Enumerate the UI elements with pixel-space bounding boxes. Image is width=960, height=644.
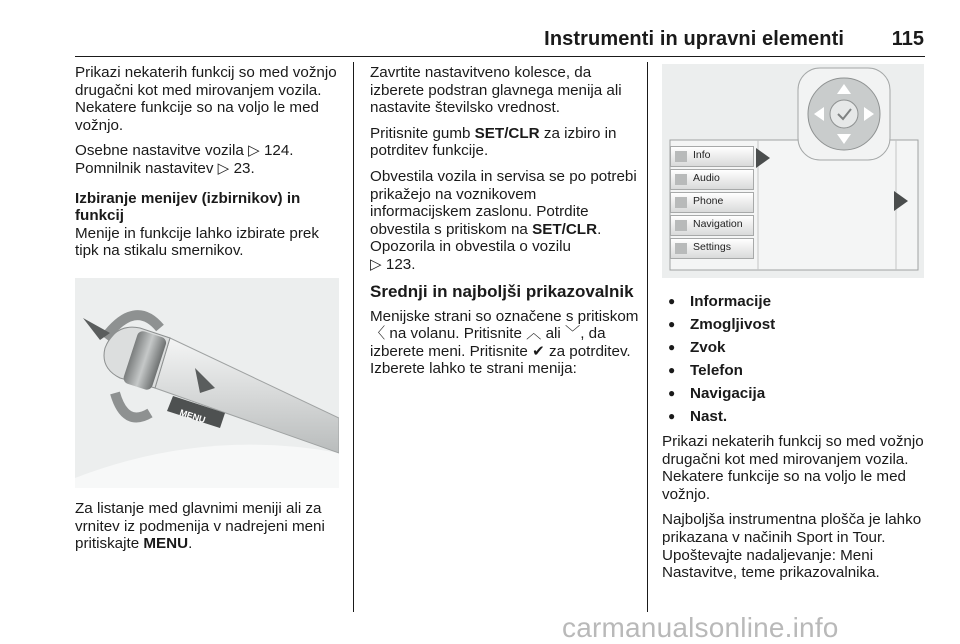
column-divider-1 (353, 62, 354, 612)
column-divider-2 (647, 62, 648, 612)
paragraph-uplevel-modes: Najboljša instrumentna plošča je lahko prikazana v načinih Sport in Tour. Upoštevajte nadaljevanje: Meni Nastavitve, teme prikazovalnika. (662, 511, 922, 582)
phone-icon (675, 197, 687, 208)
watermark: carmanualsonline.info (562, 612, 839, 643)
column-3 (662, 293, 930, 590)
navigation-icon (675, 220, 687, 231)
section-title: Instrumenti in upravni elementi (544, 28, 844, 50)
list-item: ● Zmogljivost (662, 316, 930, 339)
chevron-up-icon: ︿ (526, 325, 542, 343)
ref-arrow-icon: ▷ (248, 142, 260, 160)
stalk-menu-label: MENU (178, 407, 207, 426)
chevron-down-icon: ﹀ (565, 325, 581, 343)
paragraph-vehicle-settings: Osebne nastavitve vozila ▷ 124. (75, 142, 294, 160)
screen-menu-item-info: Info (670, 146, 754, 167)
paragraph-vehicle-messages: Obvestila vozila in servisa se po potrebi prikažejo na voznikovem informacijskem zaslonu. Potrdite obvestila s pritiskom na SET/CLR. Opozorila in obvestila o vozilu ▷ 123. (370, 167, 637, 273)
chevron-left-icon: 〈 (370, 325, 386, 343)
screen-menu-item-audio: Audio (670, 169, 754, 190)
paragraph-driving-functions-2: Prikazi nekaterih funkcij so med vožnjo drugačni kot med mirovanjem vozila. Nekatere funkcije so na voljo le med vožnjo. (662, 433, 924, 503)
paragraph-adjuster-wheel: Zavrtite nastavitveno kolesce, da izberete podstran glavnega menija ali nastavite številsko vrednost. (370, 64, 622, 117)
header-rule (75, 56, 925, 57)
paragraph-set-clr: Pritisnite gumb SET/CLR za izbiro in potrditev funkcije. (370, 124, 617, 160)
list-item: ● Navigacija (662, 385, 930, 408)
check-icon: ✔ (532, 342, 545, 360)
paragraph-menu-pages: Menijske strani so označene s pritiskom 〈 na volanu. Pritisnite ︿ ali ﹀, da izberete meni. Pritisnite ✔ za potrditev. Izberete lahko te strani menija: (370, 307, 639, 378)
column-1-bottom (75, 500, 343, 561)
ref-arrow-icon: ▷ (370, 255, 382, 273)
ref-arrow-icon: ▷ (217, 159, 230, 177)
page-number: 115 (891, 28, 924, 50)
info-icon (675, 151, 687, 162)
list-item: ● Telefon (662, 362, 930, 385)
screen-menu-item-settings: Settings (670, 238, 754, 259)
paragraph-menu-selection: Menije in funkcije lahko izbirate prek tipk na stikalu smernikov. (75, 224, 319, 260)
turn-signal-stalk-illustration (75, 278, 339, 488)
music-note-icon (675, 174, 687, 185)
list-item: ● Nast. (662, 408, 930, 431)
paragraph-driving-functions: Prikazi nekaterih funkcij so med vožnjo drugačni kot med mirovanjem vozila. Nekatere funkcije so na voljo le med vožnjo. (75, 64, 337, 134)
instrument-display-illustration (662, 64, 924, 278)
list-item: ● Zvok (662, 339, 930, 362)
paragraph-menu-button: Za listanje med glavnimi meniji ali za vrnitev iz podmenija v nadrejeni meni pritiskajte MENU. (75, 500, 325, 553)
column-2 (370, 64, 640, 386)
list-item: ● Informacije (662, 293, 930, 316)
heading-midlevel-uplevel-display: Srednji in najboljši prikazovalnik (370, 281, 634, 301)
paragraph-memorized-settings: Pomnilnik nastavitev ▷ 23. (75, 159, 255, 177)
page-header (0, 0, 960, 58)
screen-menu-item-navigation: Navigation (670, 215, 754, 236)
screen-menu-item-phone: Phone (670, 192, 754, 213)
menu-pages-list (662, 293, 930, 431)
gear-icon (675, 243, 687, 254)
column-1 (75, 64, 343, 268)
heading-menu-selection: Izbiranje menijev (izbirnikov) in funkcij (75, 189, 301, 225)
stalk-drawing (75, 278, 339, 488)
